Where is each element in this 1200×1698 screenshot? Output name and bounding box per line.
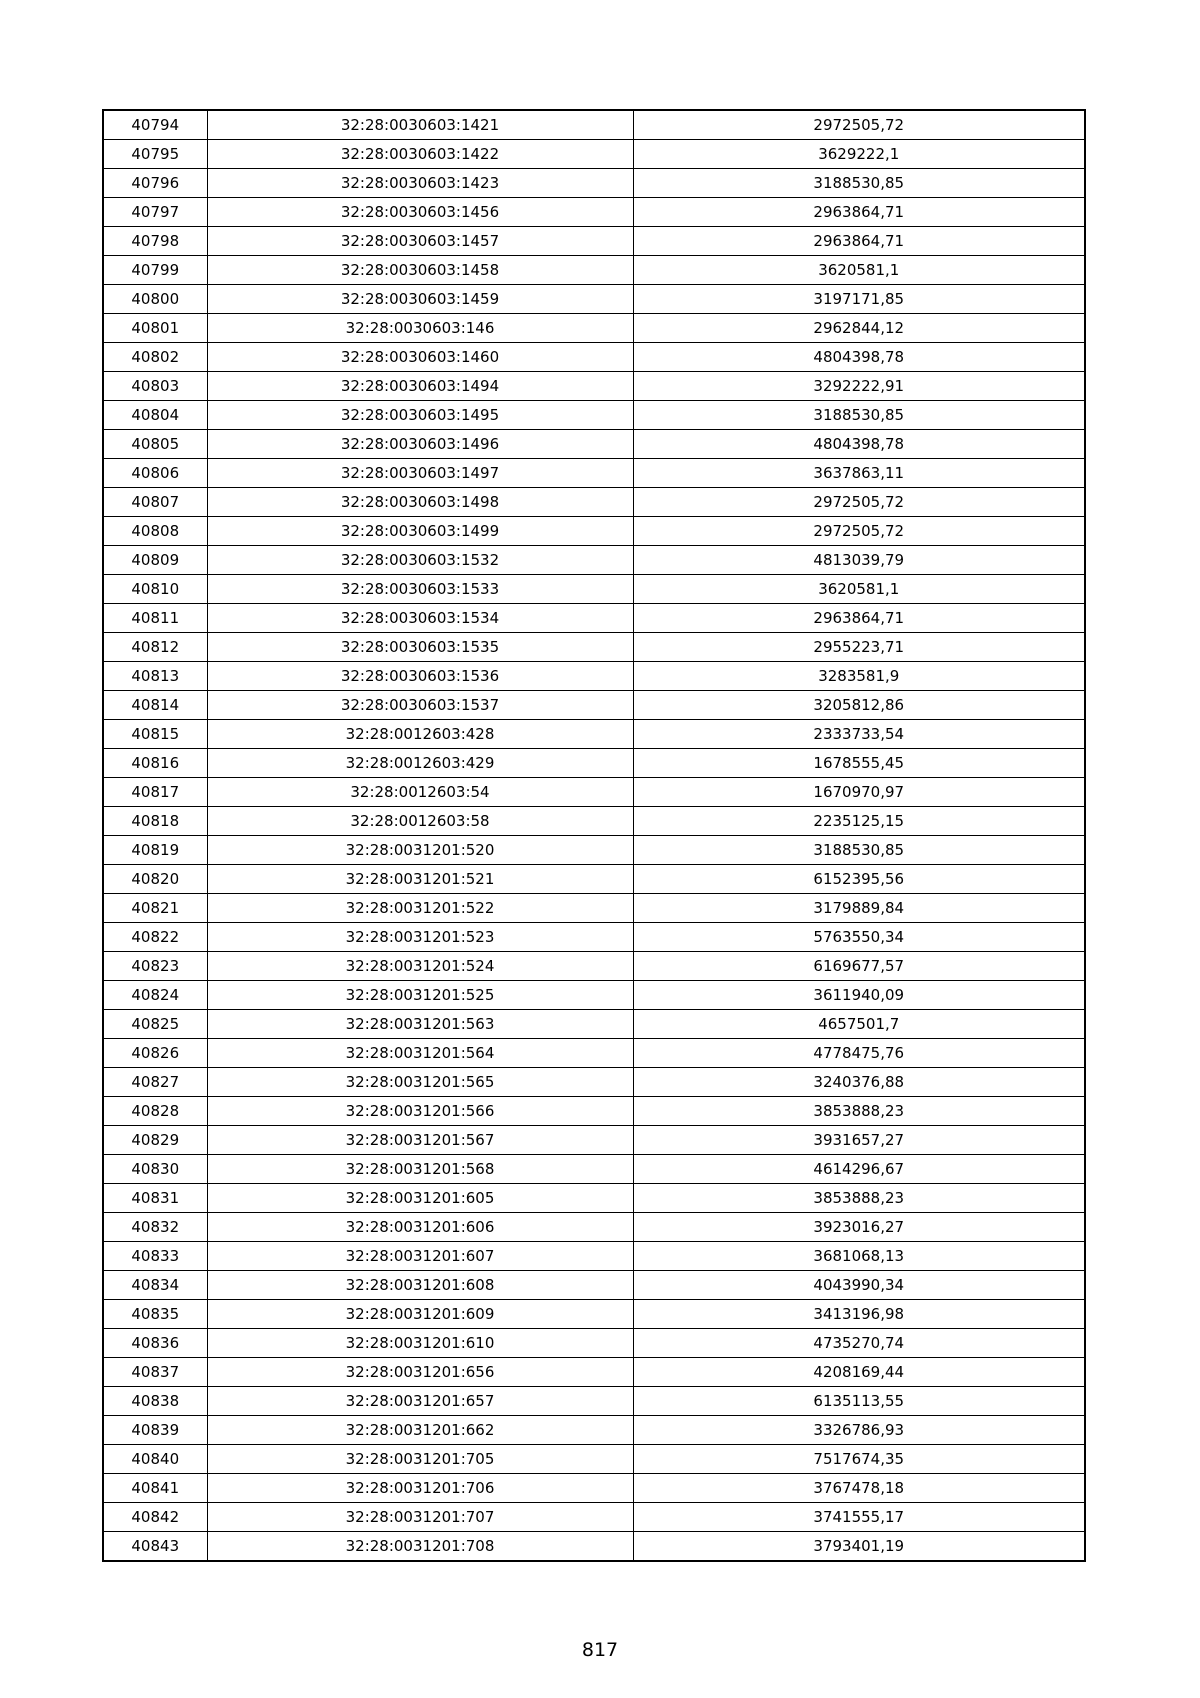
cadastral-number-cell: 32:28:0030603:1494: [207, 372, 633, 401]
cadastral-value-cell: 3931657,27: [633, 1126, 1085, 1155]
row-number-cell: 40839: [103, 1416, 207, 1445]
cadastral-value-cell: 3205812,86: [633, 691, 1085, 720]
cadastral-number-cell: 32:28:0031201:563: [207, 1010, 633, 1039]
cadastral-value-cell: 2972505,72: [633, 110, 1085, 140]
table-row: [103, 749, 1085, 778]
table-row: [103, 488, 1085, 517]
cadastral-number-cell: 32:28:0031201:521: [207, 865, 633, 894]
row-number-cell: 40842: [103, 1503, 207, 1532]
cadastral-value-cell: 3197171,85: [633, 285, 1085, 314]
table-row: [103, 575, 1085, 604]
row-number-cell: 40824: [103, 981, 207, 1010]
table-row: [103, 865, 1085, 894]
row-number-cell: 40835: [103, 1300, 207, 1329]
row-number-cell: 40836: [103, 1329, 207, 1358]
table-row: [103, 1155, 1085, 1184]
table-row: [103, 459, 1085, 488]
cadastral-value-cell: 3188530,85: [633, 836, 1085, 865]
cadastral-value-cell: 4043990,34: [633, 1271, 1085, 1300]
cadastral-number-cell: 32:28:0030603:1460: [207, 343, 633, 372]
cadastral-number-cell: 32:28:0030603:1459: [207, 285, 633, 314]
table-row: [103, 1213, 1085, 1242]
row-number-cell: 40805: [103, 430, 207, 459]
cadastral-value-cell: 4813039,79: [633, 546, 1085, 575]
row-number-cell: 40821: [103, 894, 207, 923]
cadastral-number-cell: 32:28:0030603:1422: [207, 140, 633, 169]
cadastral-value-cell: 4614296,67: [633, 1155, 1085, 1184]
row-number-cell: 40796: [103, 169, 207, 198]
row-number-cell: 40834: [103, 1271, 207, 1300]
cadastral-value-cell: 2955223,71: [633, 633, 1085, 662]
table-row: [103, 604, 1085, 633]
row-number-cell: 40800: [103, 285, 207, 314]
row-number-cell: 40826: [103, 1039, 207, 1068]
cadastral-value-cell: 2972505,72: [633, 488, 1085, 517]
row-number-cell: 40840: [103, 1445, 207, 1474]
table-row: [103, 1126, 1085, 1155]
cadastral-value-cell: 5763550,34: [633, 923, 1085, 952]
cadastral-number-cell: 32:28:0030603:1534: [207, 604, 633, 633]
row-number-cell: 40813: [103, 662, 207, 691]
table-row: [103, 546, 1085, 575]
row-number-cell: 40832: [103, 1213, 207, 1242]
table-row: [103, 807, 1085, 836]
table-row: [103, 952, 1085, 981]
cadastral-value-cell: 3637863,11: [633, 459, 1085, 488]
cadastral-value-cell: 2963864,71: [633, 604, 1085, 633]
row-number-cell: 40794: [103, 110, 207, 140]
table-row: [103, 1358, 1085, 1387]
table-row: [103, 1416, 1085, 1445]
table-row: [103, 1068, 1085, 1097]
row-number-cell: 40797: [103, 198, 207, 227]
row-number-cell: 40831: [103, 1184, 207, 1213]
table-row: [103, 1184, 1085, 1213]
table-body: [103, 110, 1085, 1561]
table-row: [103, 372, 1085, 401]
cadastral-value-cell: 3188530,85: [633, 169, 1085, 198]
cadastral-value-cell: 6169677,57: [633, 952, 1085, 981]
row-number-cell: 40818: [103, 807, 207, 836]
row-number-cell: 40795: [103, 140, 207, 169]
row-number-cell: 40828: [103, 1097, 207, 1126]
row-number-cell: 40829: [103, 1126, 207, 1155]
row-number-cell: 40803: [103, 372, 207, 401]
table-row: [103, 285, 1085, 314]
cadastral-number-cell: 32:28:0031201:564: [207, 1039, 633, 1068]
row-number-cell: 40810: [103, 575, 207, 604]
cadastral-number-cell: 32:28:0012603:429: [207, 749, 633, 778]
row-number-cell: 40807: [103, 488, 207, 517]
cadastral-number-cell: 32:28:0031201:568: [207, 1155, 633, 1184]
cadastral-number-cell: 32:28:0031201:523: [207, 923, 633, 952]
table-row: [103, 1242, 1085, 1271]
row-number-cell: 40843: [103, 1532, 207, 1562]
table-row: [103, 169, 1085, 198]
table-row: [103, 778, 1085, 807]
cadastral-value-cell: 2963864,71: [633, 227, 1085, 256]
row-number-cell: 40837: [103, 1358, 207, 1387]
table-row: [103, 1010, 1085, 1039]
row-number-cell: 40812: [103, 633, 207, 662]
table-row: [103, 691, 1085, 720]
cadastral-value-cell: 3853888,23: [633, 1097, 1085, 1126]
table-row: [103, 1474, 1085, 1503]
table-row: [103, 430, 1085, 459]
table-row: [103, 227, 1085, 256]
cadastral-value-cell: 3629222,1: [633, 140, 1085, 169]
cadastral-value-cell: 2972505,72: [633, 517, 1085, 546]
table-row: [103, 198, 1085, 227]
cadastral-number-cell: 32:28:0012603:54: [207, 778, 633, 807]
table-row: [103, 894, 1085, 923]
cadastral-number-cell: 32:28:0030603:1532: [207, 546, 633, 575]
table-row: [103, 1039, 1085, 1068]
table-row: [103, 662, 1085, 691]
cadastral-value-cell: 6135113,55: [633, 1387, 1085, 1416]
cadastral-number-cell: 32:28:0031201:657: [207, 1387, 633, 1416]
cadastral-number-cell: 32:28:0012603:428: [207, 720, 633, 749]
row-number-cell: 40823: [103, 952, 207, 981]
cadastral-value-cell: 4208169,44: [633, 1358, 1085, 1387]
cadastral-value-cell: 6152395,56: [633, 865, 1085, 894]
row-number-cell: 40816: [103, 749, 207, 778]
cadastral-value-cell: 4778475,76: [633, 1039, 1085, 1068]
cadastral-value-cell: 2963864,71: [633, 198, 1085, 227]
table-row: [103, 633, 1085, 662]
cadastral-number-cell: 32:28:0030603:1497: [207, 459, 633, 488]
cadastral-value-cell: 3413196,98: [633, 1300, 1085, 1329]
cadastral-value-cell: 3741555,17: [633, 1503, 1085, 1532]
cadastral-value-table: [102, 109, 1086, 1562]
table-row: [103, 140, 1085, 169]
cadastral-number-cell: 32:28:0031201:708: [207, 1532, 633, 1562]
row-number-cell: 40822: [103, 923, 207, 952]
table-row: [103, 256, 1085, 285]
cadastral-value-cell: 3681068,13: [633, 1242, 1085, 1271]
row-number-cell: 40820: [103, 865, 207, 894]
cadastral-number-cell: 32:28:0030603:1496: [207, 430, 633, 459]
cadastral-value-cell: 3620581,1: [633, 575, 1085, 604]
cadastral-number-cell: 32:28:0031201:605: [207, 1184, 633, 1213]
cadastral-value-cell: 3767478,18: [633, 1474, 1085, 1503]
cadastral-number-cell: 32:28:0030603:1458: [207, 256, 633, 285]
cadastral-value-cell: 3179889,84: [633, 894, 1085, 923]
row-number-cell: 40801: [103, 314, 207, 343]
cadastral-number-cell: 32:28:0031201:608: [207, 1271, 633, 1300]
row-number-cell: 40802: [103, 343, 207, 372]
cadastral-number-cell: 32:28:0031201:566: [207, 1097, 633, 1126]
cadastral-value-cell: 2235125,15: [633, 807, 1085, 836]
table-row: [103, 1445, 1085, 1474]
cadastral-value-cell: 7517674,35: [633, 1445, 1085, 1474]
cadastral-value-cell: 3188530,85: [633, 401, 1085, 430]
table-row: [103, 1271, 1085, 1300]
cadastral-value-cell: 4804398,78: [633, 430, 1085, 459]
cadastral-value-cell: 3611940,09: [633, 981, 1085, 1010]
cadastral-number-cell: 32:28:0030603:1533: [207, 575, 633, 604]
table-row: [103, 1329, 1085, 1358]
table-row: [103, 1300, 1085, 1329]
cadastral-number-cell: 32:28:0031201:607: [207, 1242, 633, 1271]
cadastral-number-cell: 32:28:0031201:524: [207, 952, 633, 981]
cadastral-number-cell: 32:28:0031201:609: [207, 1300, 633, 1329]
row-number-cell: 40804: [103, 401, 207, 430]
cadastral-number-cell: 32:28:0031201:606: [207, 1213, 633, 1242]
table-row: [103, 981, 1085, 1010]
cadastral-value-cell: 3853888,23: [633, 1184, 1085, 1213]
table-row: [103, 1503, 1085, 1532]
cadastral-number-cell: 32:28:0030603:1537: [207, 691, 633, 720]
page-number: 817: [581, 1639, 619, 1661]
cadastral-value-cell: 3923016,27: [633, 1213, 1085, 1242]
cadastral-number-cell: 32:28:0030603:1535: [207, 633, 633, 662]
cadastral-number-cell: 32:28:0031201:662: [207, 1416, 633, 1445]
cadastral-value-cell: 3292222,91: [633, 372, 1085, 401]
table-row: [103, 1387, 1085, 1416]
row-number-cell: 40838: [103, 1387, 207, 1416]
row-number-cell: 40806: [103, 459, 207, 488]
cadastral-value-cell: 4804398,78: [633, 343, 1085, 372]
cadastral-number-cell: 32:28:0031201:610: [207, 1329, 633, 1358]
row-number-cell: 40815: [103, 720, 207, 749]
row-number-cell: 40809: [103, 546, 207, 575]
table-row: [103, 720, 1085, 749]
table-row: [103, 401, 1085, 430]
cadastral-value-cell: 1670970,97: [633, 778, 1085, 807]
cadastral-number-cell: 32:28:0031201:656: [207, 1358, 633, 1387]
row-number-cell: 40811: [103, 604, 207, 633]
cadastral-value-cell: 3283581,9: [633, 662, 1085, 691]
cadastral-number-cell: 32:28:0012603:58: [207, 807, 633, 836]
cadastral-number-cell: 32:28:0031201:567: [207, 1126, 633, 1155]
cadastral-number-cell: 32:28:0030603:1457: [207, 227, 633, 256]
row-number-cell: 40817: [103, 778, 207, 807]
cadastral-value-cell: 4657501,7: [633, 1010, 1085, 1039]
cadastral-number-cell: 32:28:0031201:565: [207, 1068, 633, 1097]
row-number-cell: 40819: [103, 836, 207, 865]
row-number-cell: 40799: [103, 256, 207, 285]
table-row: [103, 923, 1085, 952]
cadastral-number-cell: 32:28:0031201:705: [207, 1445, 633, 1474]
cadastral-number-cell: 32:28:0031201:707: [207, 1503, 633, 1532]
cadastral-number-cell: 32:28:0030603:1495: [207, 401, 633, 430]
row-number-cell: 40825: [103, 1010, 207, 1039]
cadastral-value-cell: 3793401,19: [633, 1532, 1085, 1562]
table-row: [103, 343, 1085, 372]
cadastral-value-cell: 3620581,1: [633, 256, 1085, 285]
table-row: [103, 517, 1085, 546]
row-number-cell: 40814: [103, 691, 207, 720]
cadastral-value-cell: 3240376,88: [633, 1068, 1085, 1097]
cadastral-value-cell: 4735270,74: [633, 1329, 1085, 1358]
cadastral-number-cell: 32:28:0030603:1456: [207, 198, 633, 227]
cadastral-number-cell: 32:28:0031201:525: [207, 981, 633, 1010]
cadastral-value-cell: 2962844,12: [633, 314, 1085, 343]
cadastral-number-cell: 32:28:0030603:1499: [207, 517, 633, 546]
table-row: [103, 836, 1085, 865]
cadastral-value-cell: 2333733,54: [633, 720, 1085, 749]
row-number-cell: 40808: [103, 517, 207, 546]
cadastral-number-cell: 32:28:0030603:1498: [207, 488, 633, 517]
cadastral-number-cell: 32:28:0031201:706: [207, 1474, 633, 1503]
row-number-cell: 40827: [103, 1068, 207, 1097]
cadastral-number-cell: 32:28:0031201:522: [207, 894, 633, 923]
row-number-cell: 40841: [103, 1474, 207, 1503]
cadastral-number-cell: 32:28:0030603:1421: [207, 110, 633, 140]
row-number-cell: 40833: [103, 1242, 207, 1271]
table-row: [103, 1532, 1085, 1562]
table-row: [103, 314, 1085, 343]
cadastral-value-cell: 3326786,93: [633, 1416, 1085, 1445]
cadastral-number-cell: 32:28:0030603:1536: [207, 662, 633, 691]
row-number-cell: 40830: [103, 1155, 207, 1184]
row-number-cell: 40798: [103, 227, 207, 256]
cadastral-number-cell: 32:28:0030603:1423: [207, 169, 633, 198]
cadastral-number-cell: 32:28:0030603:146: [207, 314, 633, 343]
table-row: [103, 1097, 1085, 1126]
table-row: [103, 110, 1085, 140]
cadastral-value-cell: 1678555,45: [633, 749, 1085, 778]
cadastral-number-cell: 32:28:0031201:520: [207, 836, 633, 865]
